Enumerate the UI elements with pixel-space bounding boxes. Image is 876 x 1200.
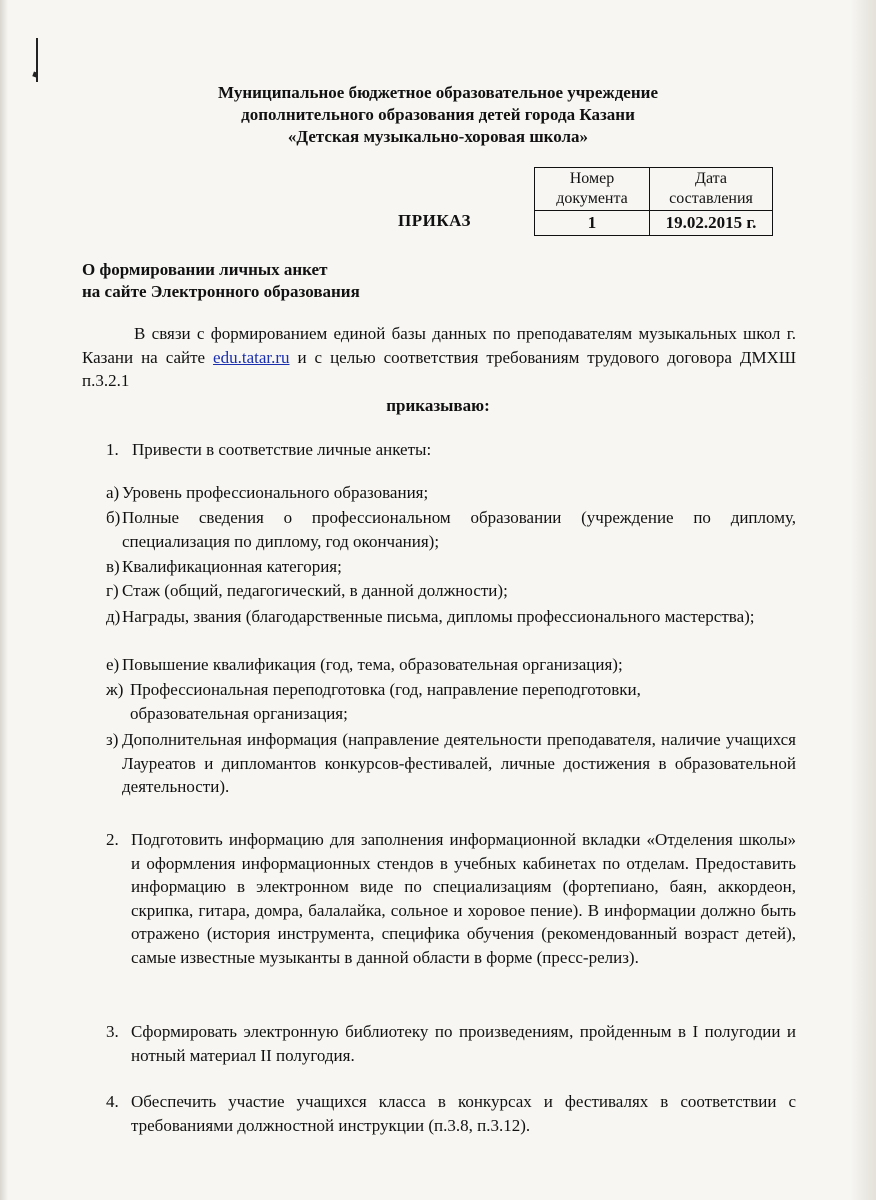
subitem-text: Дополнительная информация (направление деятельности преподавателя, наличие учащихся Лауреатов и дипломантов конкурсов-фестивалей, личные достижения в образовательной деятельности). <box>122 730 796 796</box>
order-title: ПРИКАЗ <box>398 211 471 230</box>
subitem-text: Награды, звания (благодарственные письма, дипломы профессионального мастерства); <box>122 607 755 626</box>
intro-text-after-link: и с целью соответствия требованиям трудового договора ДМХШ п.3.2.1 <box>82 347 796 390</box>
item-4-number: 4. <box>106 1092 119 1111</box>
doc-date-header: Дата составления <box>650 168 773 211</box>
item-4-text: Обеспечить участие учащихся класса в конкурсах и фестивалях в соответствии с требованиями должностной инструкции (п.3.8, п.3.12). <box>131 1092 796 1135</box>
subitem-letter: е) <box>106 655 120 674</box>
subitem-text: Стаж (общий, педагогический, в данной должности); <box>122 581 508 600</box>
subitem-letter: з) <box>106 730 119 749</box>
order-subject <box>82 259 360 303</box>
institution-name-line-3: «Детская музыкально-хоровая школа» <box>287 127 589 146</box>
institution-name-line-2: дополнительного образования детей города Казани <box>241 105 635 124</box>
intro-text-before-link: В связи с формированием единой базы данных по преподавателям музыкальных школ г. Казани на сайте <box>82 324 796 367</box>
item-3-text: Сформировать электронную библиотеку по произведениям, пройденным в I полугодии и нотный материал II полугодия. <box>131 1022 796 1065</box>
doc-date-value: 19.02.2015 г. <box>650 211 773 236</box>
intro-paragraph <box>82 322 796 393</box>
item-2-text: Подготовить информацию для заполнения информационной вкладки «Отделения школы» и оформления информационных стендов в учебных кабинетах по отделам. Предоставить информацию в электронном виде по специализациям (фортепиано, баян, аккордеон, скрипка, гитара, домра, балалайка, сольное и хоровое пение). В информации должно быть отражено (история инструмента, специфика обучения (рекомендованный возраст детей), самые известные музыканты в данной области в форме (пресс-релиз). <box>131 830 796 967</box>
subitem-text: Профессиональная переподготовка (год, направление переподготовки, образовательная организация; <box>130 680 641 723</box>
subitem-text: Квалификационная категория; <box>122 557 342 576</box>
item-2-number: 2. <box>106 830 119 849</box>
subject-line-2: на сайте Электронного образования <box>82 282 360 301</box>
item-3-number: 3. <box>106 1022 119 1041</box>
item-1-text: Привести в соответствие личные анкеты: <box>132 440 432 459</box>
document-meta-table <box>534 167 773 236</box>
subject-line-1: О формировании личных анкет <box>82 260 328 279</box>
scan-shadow-left <box>0 0 8 1200</box>
item-1-number: 1. <box>106 440 119 459</box>
institution-name-line-1: Муниципальное бюджетное образовательное учреждение <box>218 83 658 102</box>
subitem-text: Повышение квалификация (год, тема, образовательная организация); <box>122 655 623 674</box>
subitem-letter: ж) <box>106 680 124 699</box>
subitem-letter: д) <box>106 607 121 626</box>
subitem-text: Уровень профессионального образования; <box>122 483 429 502</box>
subitem-letter: б) <box>106 508 121 527</box>
subitem-letter: г) <box>106 581 119 600</box>
subitem-text: Полные сведения о профессиональном образовании (учреждение по диплому, специализация по диплому, год окончания); <box>122 508 796 551</box>
subitem-letter: в) <box>106 557 120 576</box>
site-link[interactable]: edu.tatar.ru <box>213 347 290 367</box>
doc-number-header: Номер документа <box>535 168 650 211</box>
doc-number-value: 1 <box>535 211 650 236</box>
scan-shadow-right <box>850 0 876 1200</box>
decree-word: приказываю: <box>386 396 490 415</box>
subitem-letter: а) <box>106 483 120 502</box>
